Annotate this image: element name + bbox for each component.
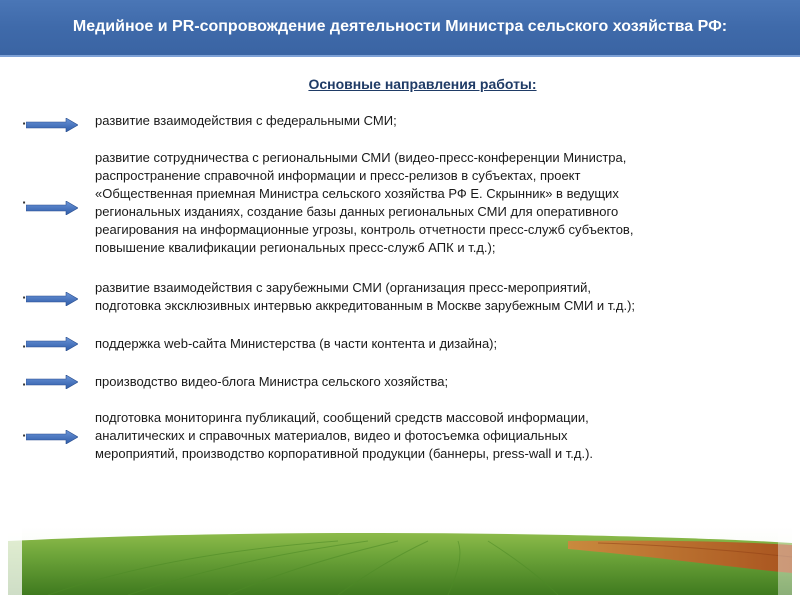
bullet-marker: ▪ — [22, 342, 26, 351]
bullet-marker: ▪ — [22, 119, 26, 128]
list-item-text: подготовка мониторинга публикаций, сообщений средств массовой информации, аналитических и справочных материалов, видео и фотосъемка официальных мероприятий, производство корпоративной продукции (баннеры, press-wall и т.д.). — [95, 410, 594, 461]
arrow-right-icon — [26, 292, 78, 306]
list-item-text: развитие сотрудничества с региональными СМИ (видео-пресс-конференции Министра, распространение справочной информации и пресс-релизов в субъектах, проект «Общественная приемная Министра сельского хозяйства РФ Е. Скрынник» в ведущих региональных изданиях, создание базы данных региональных СМИ для оперативного реагирования на информационные угрозы, контроль отчетности пресс-служб субъектов, повышение квалификации региональных пресс-служб АПК и т.д.); — [95, 150, 634, 255]
title-bar — [0, 0, 800, 57]
list-item-text: производство видео-блога Министра сельского хозяйства; — [95, 374, 449, 389]
arrow-right-icon — [26, 430, 78, 444]
list-item-text: развитие взаимодействия с зарубежными СМИ (организация пресс-мероприятий, подготовка эксклюзивных интервью аккредитованным в Москве зарубежным СМИ и т.д.); — [95, 280, 636, 313]
list-item-text: поддержка web-сайта Министерства (в части контента и дизайна); — [95, 336, 498, 351]
list-item-text: развитие взаимодействия с федеральными СМИ; — [95, 113, 397, 128]
bullet-marker: ▪ — [22, 431, 26, 440]
bullet-marker: ▪ — [22, 198, 26, 207]
slide-title: Медийное и PR-сопровождение деятельности Министра сельского хозяйства РФ: — [72, 18, 728, 35]
bullet-marker: ▪ — [22, 380, 26, 389]
arrow-right-icon — [26, 337, 78, 351]
arrow-right-icon — [26, 375, 78, 389]
arrow-right-icon — [26, 201, 78, 215]
field-image — [8, 527, 792, 595]
arrow-right-icon — [26, 118, 78, 132]
section-heading: Основные направления работы: — [308, 76, 537, 92]
bullet-marker: ▪ — [22, 293, 26, 302]
field-illustration — [8, 527, 792, 595]
